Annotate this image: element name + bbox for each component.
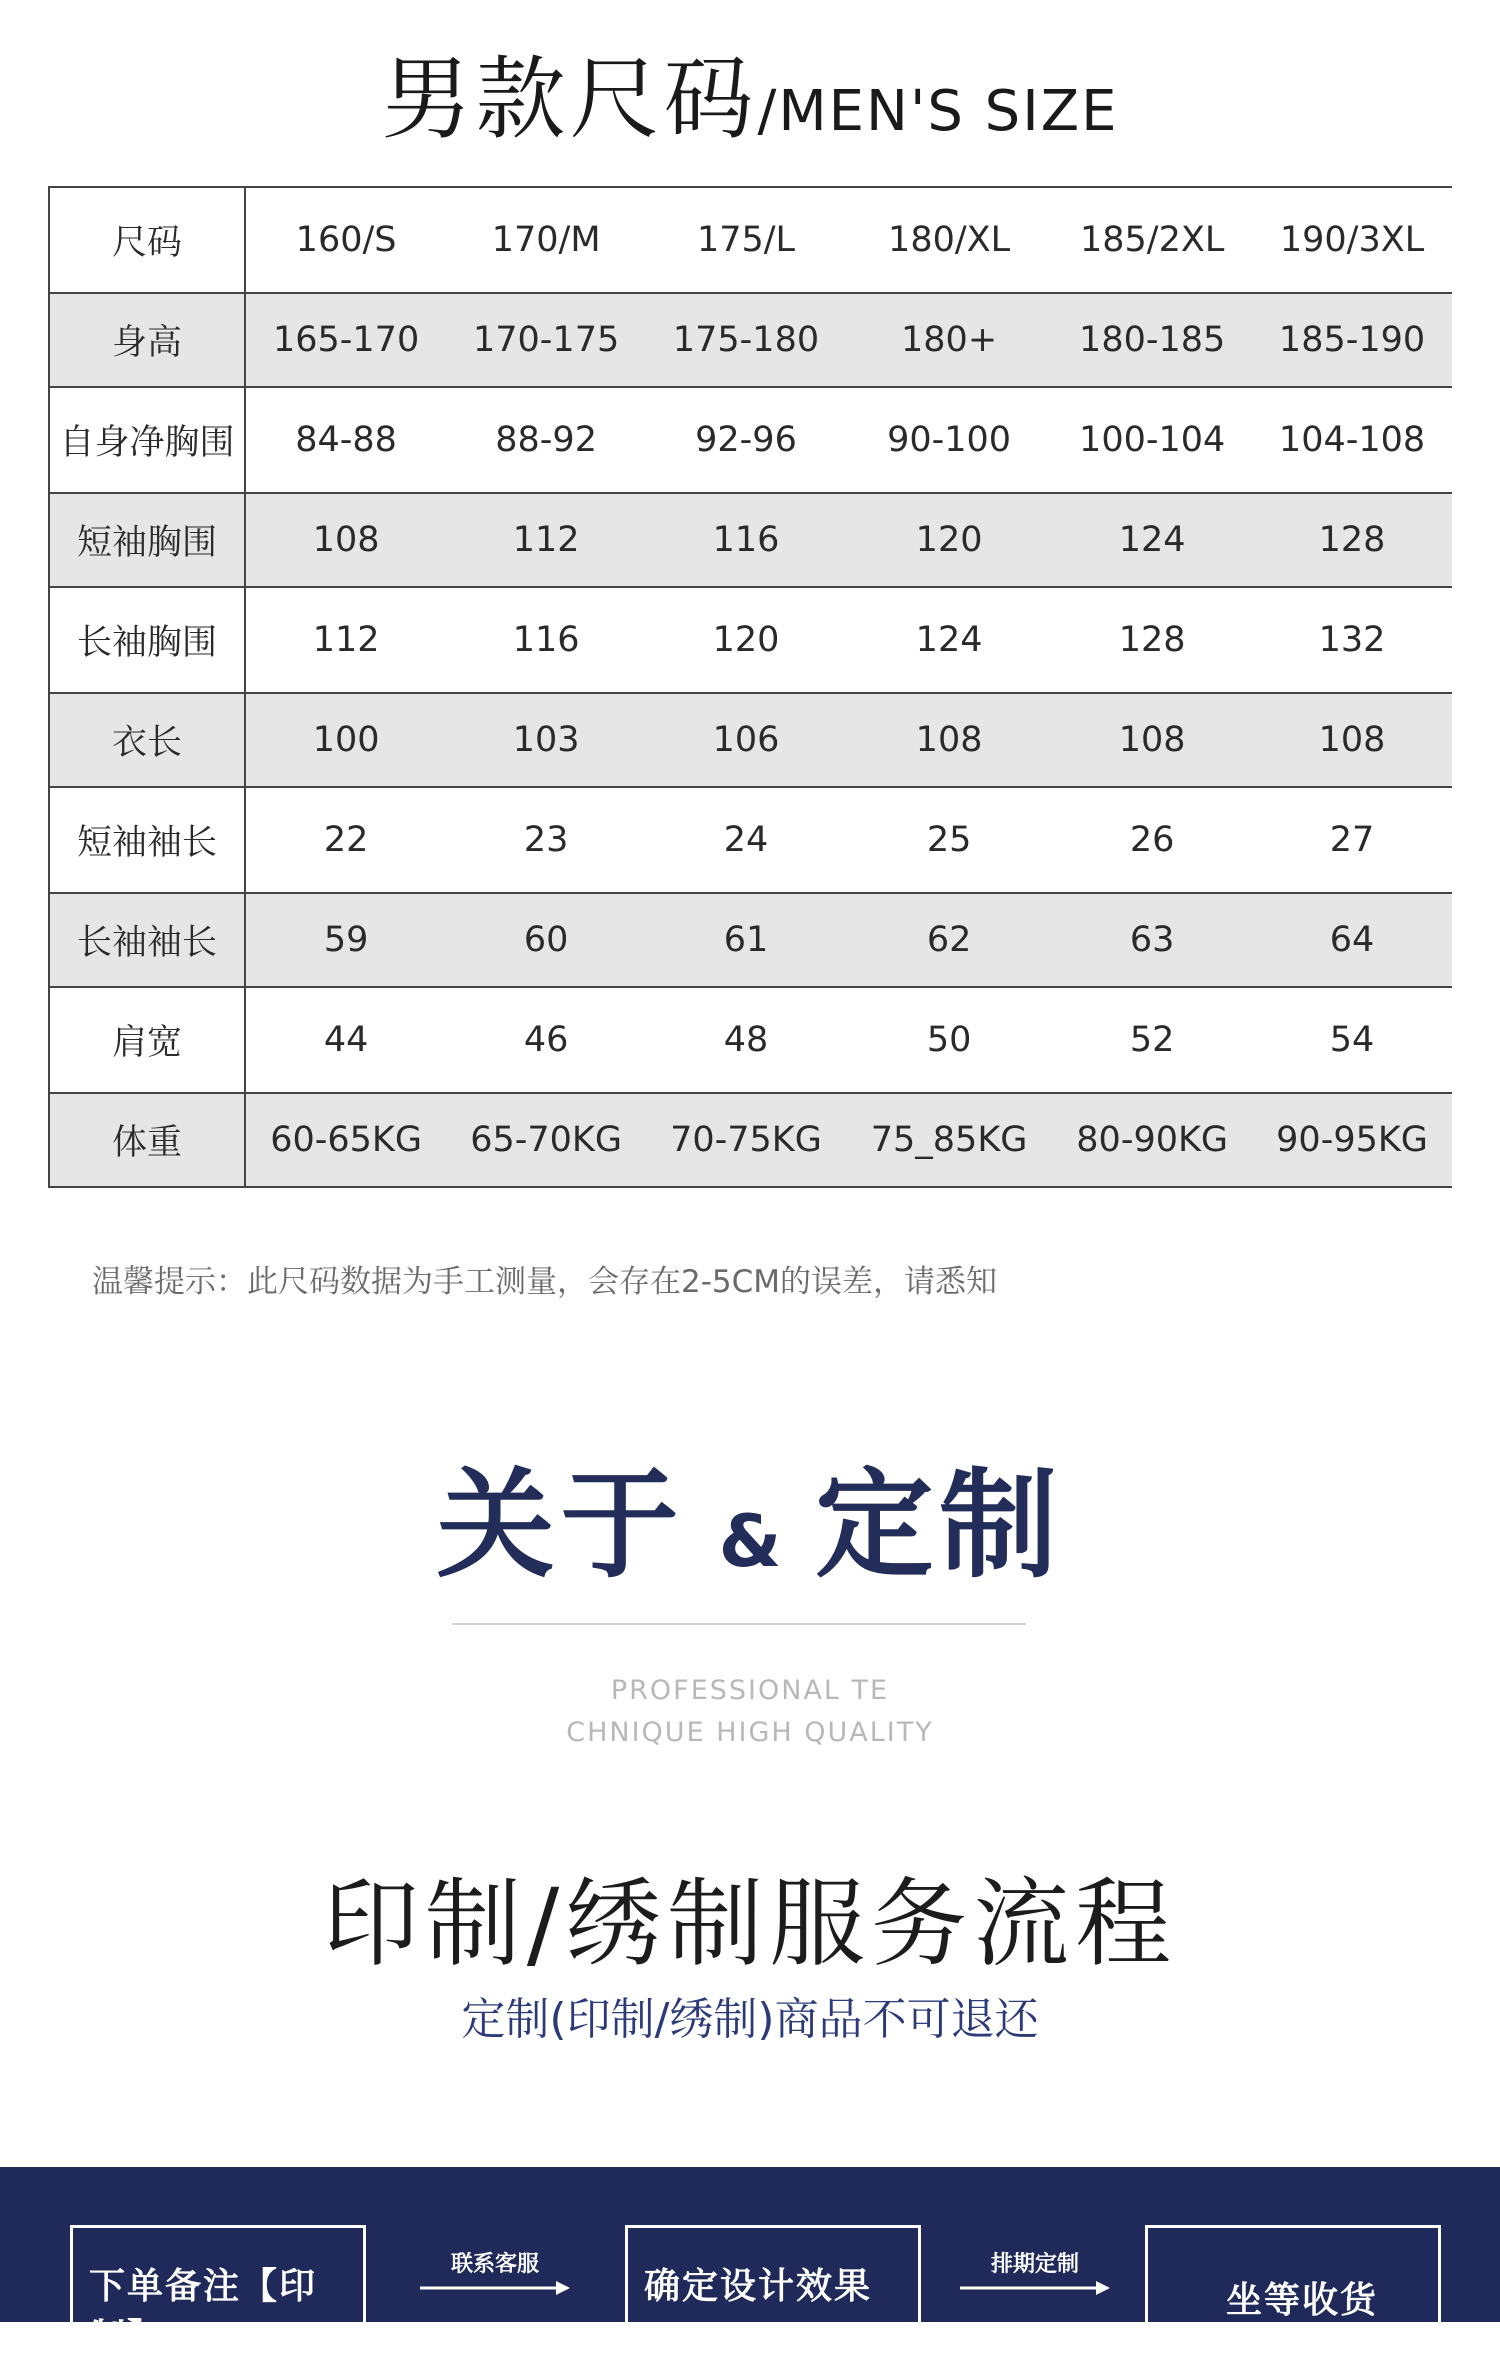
row-label: 衣长 — [49, 693, 245, 787]
table-cell: 52 — [1052, 987, 1252, 1093]
process-step-3: 坐等收货 — [1145, 2225, 1441, 2345]
table-cell: 22 — [245, 787, 446, 893]
table-cell: 120 — [646, 587, 846, 693]
row-label: 自身净胸围 — [49, 387, 245, 493]
table-cell: 27 — [1252, 787, 1452, 893]
table-cell: 54 — [1252, 987, 1452, 1093]
row-label: 长袖袖长 — [49, 893, 245, 987]
table-cell: 160/S — [245, 187, 446, 293]
table-cell: 44 — [245, 987, 446, 1093]
table-cell: 185/2XL — [1052, 187, 1252, 293]
table-cell: 165-170 — [245, 293, 446, 387]
table-cell: 108 — [1052, 693, 1252, 787]
table-cell: 59 — [245, 893, 446, 987]
title-en: /MEN'S SIZE — [757, 79, 1119, 144]
table-cell: 62 — [846, 893, 1052, 987]
about-heading — [0, 1450, 1500, 1636]
table-cell: 80-90KG — [1052, 1093, 1252, 1187]
table-cell: 84-88 — [245, 387, 446, 493]
table-cell: 108 — [1252, 693, 1452, 787]
table-cell: 180+ — [846, 293, 1052, 387]
about-left: 关于 — [436, 1456, 685, 1594]
table-row — [49, 987, 1452, 1093]
table-cell: 48 — [646, 987, 846, 1093]
table-cell: 108 — [245, 493, 446, 587]
table-row — [49, 787, 1452, 893]
page-title — [0, 40, 1500, 185]
table-cell: 124 — [1052, 493, 1252, 587]
table-cell: 190/3XL — [1252, 187, 1452, 293]
table-row — [49, 893, 1452, 987]
table-cell: 92-96 — [646, 387, 846, 493]
table-cell: 104-108 — [1252, 387, 1452, 493]
table-cell: 25 — [846, 787, 1052, 893]
row-label: 身高 — [49, 293, 245, 387]
title-cn: 男款尺码 — [381, 47, 758, 152]
table-cell: 100 — [245, 693, 446, 787]
table-cell: 175-180 — [646, 293, 846, 387]
table-cell: 116 — [446, 587, 646, 693]
table-cell: 103 — [446, 693, 646, 787]
measurement-tip: 温馨提示：此尺码数据为手工测量，会存在2-5CM的误差，请悉知 — [92, 1264, 998, 1300]
table-cell: 46 — [446, 987, 646, 1093]
process-step-2: 确定设计效果 — [625, 2225, 921, 2345]
table-cell: 170/M — [446, 187, 646, 293]
table-cell: 106 — [646, 693, 846, 787]
table-cell: 63 — [1052, 893, 1252, 987]
table-row — [49, 187, 1452, 293]
table-cell: 124 — [846, 587, 1052, 693]
table-row — [49, 693, 1452, 787]
table-cell: 70-75KG — [646, 1093, 846, 1187]
arrow-right-icon — [960, 2280, 1110, 2296]
row-label: 短袖胸围 — [49, 493, 245, 587]
table-row — [49, 293, 1452, 387]
process-arrow-2 — [960, 2247, 1110, 2307]
table-cell: 61 — [646, 893, 846, 987]
table-cell: 112 — [446, 493, 646, 587]
table-cell: 185-190 — [1252, 293, 1452, 387]
row-label: 短袖袖长 — [49, 787, 245, 893]
arrow-label-2: 排期定制 — [990, 2252, 1079, 2277]
process-subtitle: 定制(印制/绣制)商品不可退还 — [461, 1994, 1039, 2045]
table-cell: 64 — [1252, 893, 1452, 987]
about-right: 定制 — [815, 1456, 1064, 1594]
table-cell: 180-185 — [1052, 293, 1252, 387]
process-step-1: 下单备注【印制】 — [70, 2225, 366, 2345]
table-cell: 128 — [1252, 493, 1452, 587]
table-cell: 75_85KG — [846, 1093, 1052, 1187]
about-amp: & — [718, 1499, 782, 1583]
table-cell: 23 — [446, 787, 646, 893]
table-cell: 120 — [846, 493, 1052, 587]
process-arrow-1 — [420, 2247, 570, 2307]
table-row — [49, 387, 1452, 493]
table-cell: 60-65KG — [245, 1093, 446, 1187]
process-band — [0, 2167, 1500, 2358]
table-row — [49, 493, 1452, 587]
table-cell: 26 — [1052, 787, 1252, 893]
professional-line-1: PROFESSIONAL TE — [610, 1675, 890, 1706]
table-cell: 100-104 — [1052, 387, 1252, 493]
table-cell: 116 — [646, 493, 846, 587]
table-cell: 112 — [245, 587, 446, 693]
arrow-label-1: 联系客服 — [450, 2252, 539, 2277]
table-cell: 65-70KG — [446, 1093, 646, 1187]
table-cell: 180/XL — [846, 187, 1052, 293]
table-cell: 90-100 — [846, 387, 1052, 493]
row-label: 体重 — [49, 1093, 245, 1187]
table-cell: 24 — [646, 787, 846, 893]
professional-line-2: CHNIQUE HIGH QUALITY — [566, 1717, 934, 1748]
table-cell: 170-175 — [446, 293, 646, 387]
table-cell: 88-92 — [446, 387, 646, 493]
table-cell: 60 — [446, 893, 646, 987]
process-title: 印制/绣制服务流程 — [322, 1868, 1178, 1980]
divider — [452, 1623, 1026, 1625]
table-cell: 108 — [846, 693, 1052, 787]
table-cell: 132 — [1252, 587, 1452, 693]
table-row — [49, 1093, 1452, 1187]
row-label: 长袖胸围 — [49, 587, 245, 693]
row-label: 肩宽 — [49, 987, 245, 1093]
row-label: 尺码 — [49, 187, 245, 293]
arrow-right-icon — [420, 2280, 570, 2296]
table-cell: 50 — [846, 987, 1052, 1093]
table-cell: 90-95KG — [1252, 1093, 1452, 1187]
size-table — [48, 186, 1452, 1188]
table-cell: 128 — [1052, 587, 1252, 693]
table-row — [49, 587, 1452, 693]
table-cell: 175/L — [646, 187, 846, 293]
